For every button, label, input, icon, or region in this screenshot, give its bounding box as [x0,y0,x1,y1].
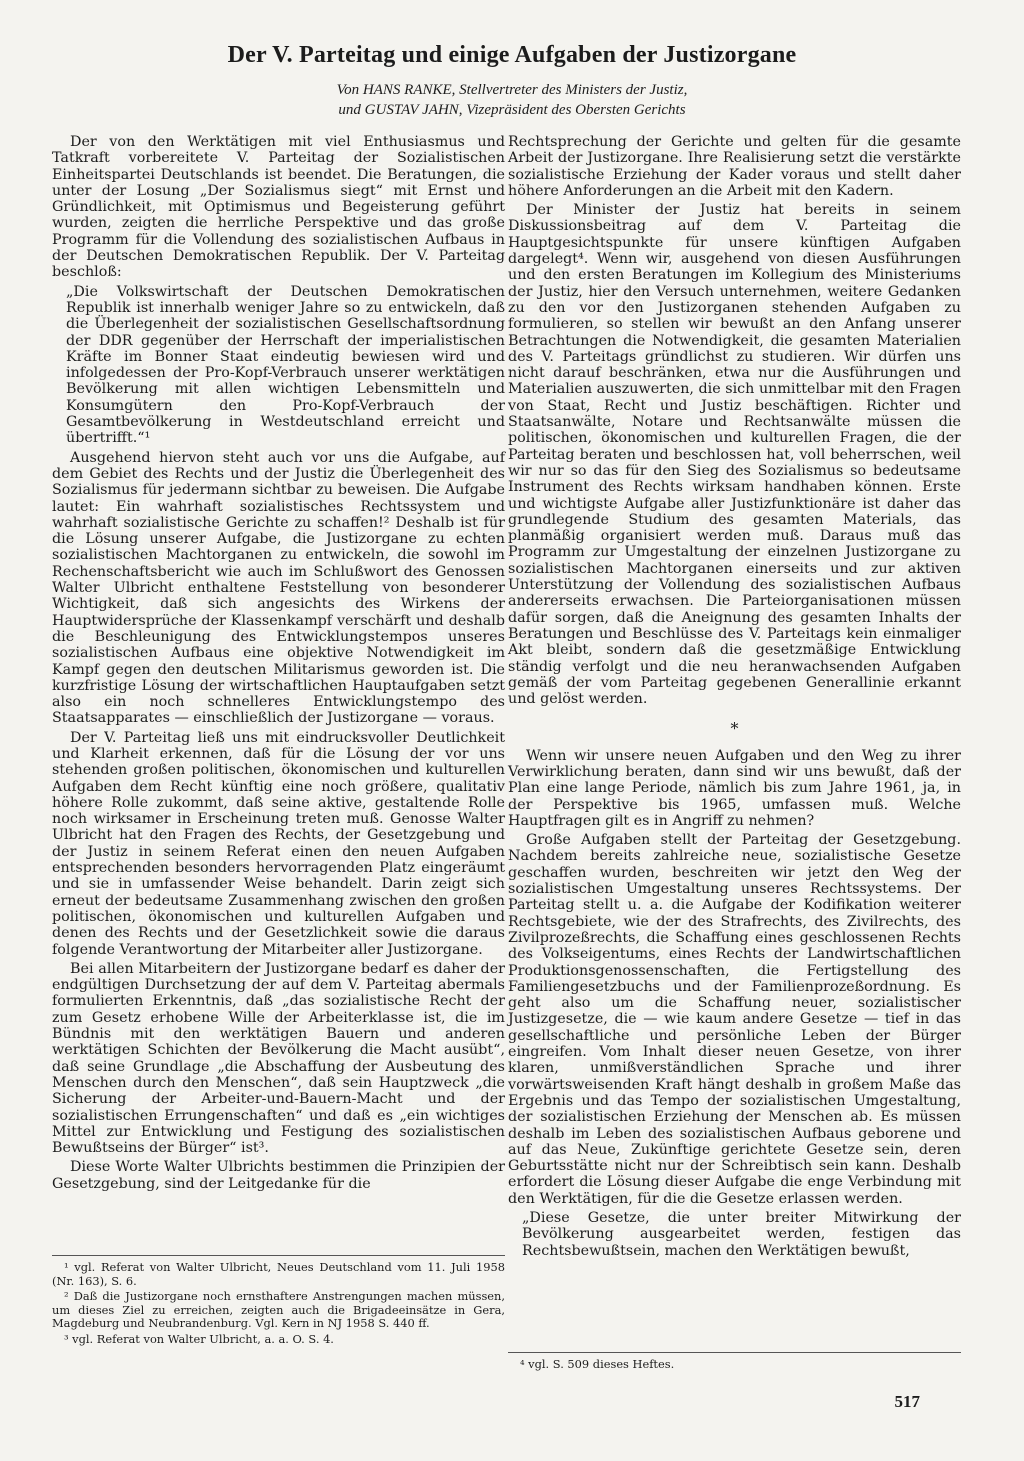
right-column [508,134,961,1262]
footnote: ⁴ vgl. S. 509 dieses Heftes. [520,1357,675,1371]
byline-line-1: Von HANS RANKE, Stellvertreter des Ministers der Justiz, [336,82,688,98]
block-quote: „Diese Gesetze, die unter breiter Mitwirkung der Bevölkerung ausgearbeitet werden, festigen das Rechtsbewußtsein, machen den Werktätigen bewußt, [522,1210,961,1259]
paragraph: Der Minister der Justiz hat bereits in seinem Diskussionsbeitrag auf dem V. Parteitag die Hauptgesichtspunkte für unsere künftigen Aufgaben dargelegt⁴. Wenn wir, ausgehend von diesen Ausführungen und den ersten Beratungen im Kollegium des Ministeriums der Justiz, hier den Versuch unternehmen, weitere Gedanken zu den vor den Justizorganen stehenden Aufgaben zu formulieren, so stellen wir bewußt an den Anfang unserer Betrachtungen die Notwendigkeit, die gesamten Materialien des V. Parteitags gründlichst zu studieren. Wir dürfen uns nicht darauf beschränken, etwa nur die Ausführungen und Materialien auszuwerten, die sich unmittelbar mit den Fragen von Staat, Recht und Justiz beschäftigen. Richter und Staatsanwälte, Notare und Rechtsanwälte müssen die politischen, ökonomischen und kulturellen Fragen, die der Parteitag beraten und beschlossen hat, voll beherrschen, weil wir nur so das für den Sieg des Sozialismus so bedeutsame Instrument des Rechts wirksam handhaben können. Erste und wichtigste Aufgabe aller Justizfunktionäre ist daher das grundlegende Studium des gesamten Materials, das planmäßig organisiert werden muß. Daraus muß das Programm zur Umgestaltung der einzelnen Justizorgane zu sozialistischen Machtorganen einerseits und zur aktiven Unterstützung der Vollendung des sozialistischen Aufbaus andererseits erwachsen. Die Parteiorganisationen müssen dafür sorgen, daß die Aneignung des gesamten Inhalts der Beratungen und Beschlüsse des V. Parteitags kein einmaliger Akt bleibt, sondern daß die gesetzmäßige Entwicklung ständig verfolgt und die neu heranwachsenden Aufgaben gemäß der vom Parteitag gegebenen Generallinie erkannt und gelöst werden. [508,202,961,708]
left-column [52,134,505,1195]
paragraph: Der V. Parteitag ließ uns mit eindrucksvoller Deutlichkeit und Klarheit erkennen, daß für die Lösung der vor uns stehenden großen politischen, ökonomischen und kulturellen Aufgaben dem Recht künftig eine noch größere, qualitativ höhere Rolle zukommt, daß seine aktive, gestaltende Rolle noch wirksamer in Erscheinung treten muß. Genosse Walter Ulbricht hat den Fragen des Rechts, der Gesetzgebung und der Justiz in seinem Referat einen den neuen Aufgaben entsprechenden besonders hervorragenden Platz eingeräumt und sie in umfassender Weise behandelt. Darin zeigt sich erneut der bedeutsame Zusammenhang zwischen den großen politischen, ökonomischen und kulturellen Aufgaben und denen des Rechts und der Gesetzlichkeit sowie die daraus folgende Verantwortung der Mitarbeiter aller Justizorgane. [52,729,505,958]
section-separator: * [730,719,739,739]
footnotes-right [508,1352,961,1374]
paragraph: Rechtsprechung der Gerichte und gelten für die gesamte Arbeit der Justizorgane. Ihre Realisierung setzt die verstärkte sozialistische Erziehung der Kader voraus und stellt daher höhere Anforderungen an die Arbeit mit den Kadern. [508,134,961,199]
footnote: ³ vgl. Referat von Walter Ulbricht, a. a. O. S. 4. [64,1331,334,1346]
page-number: 517 [894,1392,920,1411]
footnotes-left [52,1255,505,1349]
footnote: ¹ vgl. Referat von Walter Ulbricht, Neues Deutschland vom 11. Juli 1958 (Nr. 163), S. 6. [52,1260,505,1288]
byline-line-2: und GUSTAV JAHN, Vizepräsident des Obersten Gerichts [338,102,686,118]
paragraph: Ausgehend hiervon steht auch vor uns die Aufgabe, auf dem Gebiet des Rechts und der Justiz die Überlegenheit des Sozialismus für jedermann sichtbar zu beweisen. Die Aufgabe lautet: Ein wahrhaft sozialistisches Rechtssystem und wahrhaft sozialistische Gerichte zu schaffen!² Deshalb ist für die Lösung unserer Aufgabe, die Justizorgane zu echten sozialistischen Machtorganen zu entwickeln, die sowohl im Rechenschaftsbericht wie auch im Schlußwort des Genossen Walter Ulbricht enthaltene Feststellung von besonderer Wichtigkeit, daß sich angesichts des Wirkens der Hauptwidersprüche der Klassenkampf verschärft und deshalb die Beschleunigung des Entwicklungstempos unseres sozialistischen Aufbaus eine objektive Notwendigkeit im Kampf gegen den deutschen Militarismus geworden ist. Die kurzfristige Lösung der wirtschaftlichen Hauptaufgaben setzt also ein noch schnelleres Entwicklungstempo des Staatsapparates — einschließlich der Justizorgane — voraus. [52,449,505,727]
paragraph: Der von den Werktätigen mit viel Enthusiasmus und Tatkraft vorbereitete V. Parteitag der Sozialistischen Einheitspartei Deutschlands ist beendet. Die Beratungen, die unter der Losung „Der Sozialismus siegt“ mit Ernst und Gründlichkeit, mit Optimismus und Begeisterung geführt wurden, zeigten die herrliche Perspektive und das große Programm für die Vollendung des sozialistischen Aufbaus in der Deutschen Demokratischen Republik. Der V. Parteitag beschloß: [52,134,505,281]
paragraph: Wenn wir unsere neuen Aufgaben und den Weg zu ihrer Verwirklichung beraten, dann sind wir uns bewußt, daß der Plan eine lange Periode, nämlich bis zum Jahre 1961, ja, in der Perspektive bis 1965, umfassen muß. Welche Hauptfragen gilt es in Angriff zu nehmen? [508,747,961,829]
footnote: ² Daß die Justizorgane noch ernsthaftere Anstrengungen machen müssen, um dieses Ziel zu erreichen, zeigten auch die Brigadeeinsätze in Gera, Magdeburg und Neubrandenburg. Vgl. Kern in NJ 1958 S. 440 ff. [52,1289,505,1331]
paragraph: Bei allen Mitarbeitern der Justizorgane bedarf es daher der endgültigen Durchsetzung der auf dem V. Parteitag abermals formulierten Erkenntnis, daß „das sozialistische Recht der zum Gesetz erhobene Wille der Arbeiterklasse ist, die im Bündnis mit den werktätigen Bauern und anderen werktätigen Schichten der Bevölkerung die Macht ausübt“, daß seine Grundlage „die Abschaffung der Ausbeutung des Menschen durch den Menschen“, daß sein Hauptzweck „die Sicherung der Arbeiter-und-Bauern-Macht und der sozialistischen Errungenschaften“ und daß es „ein wichtiges Mittel zur Entwicklung und Festigung des sozialistischen Bewußtseins der Bürger“ ist³. [52,960,505,1157]
paragraph: Große Aufgaben stellt der Parteitag der Gesetzgebung. Nachdem bereits zahlreiche neue, sozialistische Gesetze geschaffen wurden, beschreiten wir jetzt den Weg der sozialistischen Umgestaltung unseres Rechtssystems. Der Parteitag stellt u. a. die Aufgabe der Kodifikation weiterer Rechtsgebiete, wie der des Strafrechts, des Zivilrechts, des Zivilprozeßrechts, die Schaffung eines geschlossenen Rechts des Volkseigentums, eines Rechts der Landwirtschaftlichen Produktionsgenossenschaften, die Fertigstellung des Familiengesetzbuchs und der Familienprozeßordnung. Es geht also um die Schaffung neuer, sozialistischer Justizgesetze, die — wie kaum andere Gesetze — tief in das gesellschaftliche und persönliche Leben der Bürger eingreifen. Vom Inhalt dieser neuen Gesetze, von ihrer klaren, unmißverständlichen Sprache und ihrer vorwärtsweisenden Kraft hängt deshalb in großem Maße das Ergebnis und das Tempo der sozialistischen Umgestaltung, der sozialistischen Erziehung der Menschen ab. Es müssen deshalb im Leben des sozialistischen Aufbaus geborene und auf das Neue, Zukünftige gerichtete Gesetze sein, deren Geburtsstätte nicht nur der Schreibtisch sein kann. Deshalb erfordert die Lösung dieser Aufgabe die enge Verbindung mit den Werktätigen, für die die Gesetze erlassen werden. [508,832,961,1207]
article-title: Der V. Parteitag und einige Aufgaben der Justizorgane [227,42,797,68]
block-quote: „Die Volkswirtschaft der Deutschen Demokratischen Republik ist innerhalb weniger Jahre so zu entwickeln, daß die Überlegenheit der sozialistischen Gesellschaftsordnung der DDR gegenüber der Herrschaft der imperialistischen Kräfte im Bonner Staat eindeutig bewiesen wird und infolgedessen der Pro-Kopf-Verbrauch unserer werktätigen Bevölkerung mit allen wichtigen Lebensmitteln und Konsumgütern den Pro-Kopf-Verbrauch der Gesamtbevölkerung in Westdeutschland erreicht und übertrifft.“¹ [66,283,505,447]
paragraph: Diese Worte Walter Ulbrichts bestimmen die Prinzipien der Gesetzgebung, sind der Leitgedanke für die [52,1159,505,1192]
